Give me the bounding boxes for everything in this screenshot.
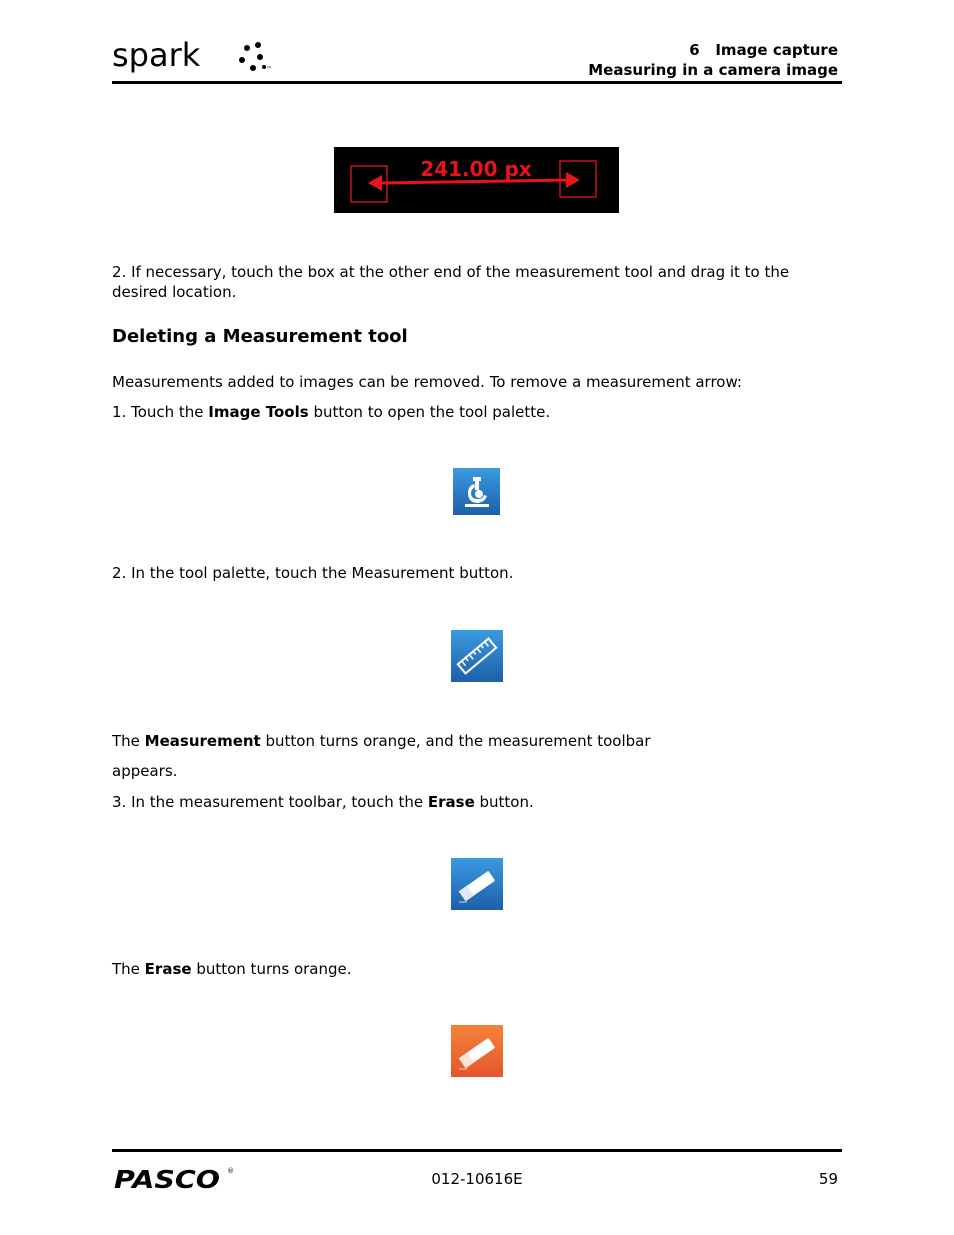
step1-text: 1. Touch the Image Tools button to open the tool palette.	[112, 403, 551, 421]
chapter-title: 6 Image capture	[689, 41, 838, 59]
ruler-icon	[451, 630, 503, 682]
intro-text: Measurements added to images can be removed. To remove a measurement arrow:	[112, 373, 742, 391]
svg-text:®: ®	[227, 1167, 234, 1175]
footer-rule	[112, 1149, 842, 1152]
step3-text: 3. In the measurement toolbar, touch the Erase button.	[112, 793, 534, 811]
running-header	[588, 40, 838, 80]
spark-logo	[112, 38, 282, 78]
svg-text:™: ™	[266, 66, 272, 73]
document-number: 012-10616E	[431, 1170, 523, 1188]
step2-palette-text: 2. In the tool palette, touch the Measurement button.	[112, 564, 514, 582]
section-heading: Deleting a Measurement tool	[112, 326, 408, 347]
page-number: 59	[818, 1170, 838, 1188]
step2-drag-text: 2. If necessary, touch the box at the other end of the measurement tool and drag it to the desired location.	[112, 263, 790, 301]
microscope-icon	[453, 468, 500, 515]
svg-text:spark: spark	[112, 38, 201, 74]
erase-orange-text: The Erase button turns orange.	[112, 960, 352, 978]
measurement-orange-text-cont: appears.	[112, 762, 178, 780]
svg-text:PASCO: PASCO	[114, 1165, 220, 1190]
header-rule	[112, 81, 842, 84]
measurement-readout: 241.00 px	[420, 157, 532, 181]
eraser-active-icon	[451, 1025, 503, 1077]
measurement-tool-image	[334, 147, 619, 213]
eraser-icon	[451, 858, 503, 910]
section-title: Measuring in a camera image	[588, 61, 838, 79]
measurement-orange-text: The Measurement button turns orange, and the measurement toolbar	[112, 732, 651, 750]
